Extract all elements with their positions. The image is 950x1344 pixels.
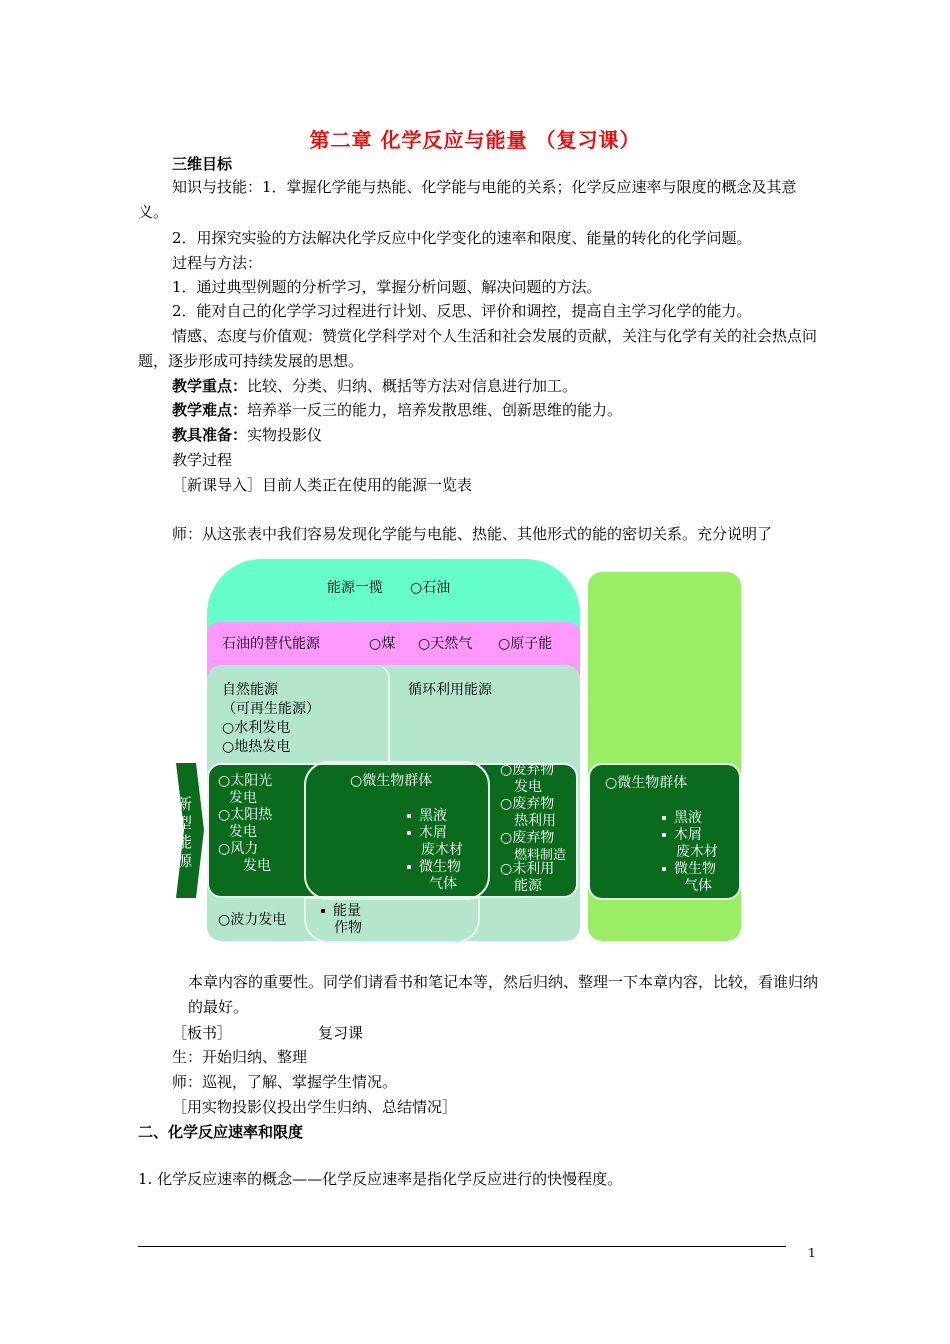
hydro-label: ○水利发电 <box>222 720 291 736</box>
student-line: 生：开始归纳、整理 <box>172 1048 308 1066</box>
oil-label: ○石油 <box>410 580 451 596</box>
wind-label: ○风力 发电 <box>218 841 271 874</box>
wave-label: ○波力发电 <box>218 912 287 928</box>
tools-label: 教具准备： <box>172 426 248 444</box>
tools-text: 实物投影仪 <box>247 426 323 444</box>
bullet-icon <box>662 816 666 820</box>
difficulty <box>172 398 622 423</box>
tools <box>172 423 322 448</box>
energy-diagram <box>166 555 756 950</box>
process-item-1: 1．通过典型例题的分析学习，掌握分析问题、解决问题的方法。 <box>172 278 602 296</box>
emotion-text: 情感、态度与价值观：赞赏化学科学对个人生活和社会发展的贡献，关注与化学有关的社会热点问题，逐步形成可持续发展的思想。 <box>138 327 818 370</box>
process-heading: 教学过程 <box>172 451 233 469</box>
waste-heat-label: ○废弃物 热利用 <box>500 796 556 829</box>
teacher-line-2: 师：巡视，了解、掌握学生情况。 <box>172 1073 398 1091</box>
recycle-label: 循环利用能源 <box>408 682 492 698</box>
key-point-text: 比较、分类、归纳、概括等方法对信息进行加工。 <box>247 377 578 395</box>
board-text: 复习课 <box>318 1024 364 1042</box>
right-microbe-label: ○微生物群体 <box>605 775 688 791</box>
sawdust-item: 木屑 废木材 <box>407 825 463 859</box>
waste-power-label: ○废弃物 发电 <box>500 762 555 795</box>
goals-heading: 三维目标 <box>172 155 233 173</box>
process-label: 过程与方法： <box>172 254 263 272</box>
solar-heat-label: ○太阳热 发电 <box>218 807 273 840</box>
waste-fuel-label: ○废弃物 燃料制造 <box>500 830 567 863</box>
unused-energy-label: ○未利用 能源 <box>500 861 555 894</box>
renewable-label: （可再生能源） <box>222 701 320 717</box>
bullet-icon <box>321 909 325 913</box>
bullet-icon <box>407 865 411 869</box>
rate-concept-item: 1. 化学反应速率的概念——化学反应速率是指化学反应进行的快慢程度。 <box>138 1170 623 1188</box>
page-number: 1 <box>808 1246 816 1260</box>
microbe-gas-item: 微生物 气体 <box>407 859 461 893</box>
natural-energy-label: 自然能源 <box>222 682 278 698</box>
right-black-item: 黑液 <box>662 810 702 827</box>
right-gas-item: 微生物 气体 <box>662 861 716 895</box>
key-point-label: 教学重点： <box>172 377 248 395</box>
black-liquor-item: 黑液 <box>407 808 447 825</box>
knowledge-text: 知识与技能：1．掌握化学能与热能、化学能与电能的关系；化学反应速率与限度的概念及其意义。 <box>138 178 797 221</box>
microbe-label: ○微生物群体 <box>350 773 433 789</box>
intro-line: ［新课导入］目前人类正在使用的能源一览表 <box>172 476 473 494</box>
gas-label: ○天然气 <box>418 636 473 652</box>
solar-pv-label: ○太阳光 发电 <box>218 773 273 806</box>
projector-line: ［用实物投影仪投出学生归纳、总结情况］ <box>172 1098 458 1116</box>
energy-crop-item: 能量 作物 <box>321 903 362 937</box>
bullet-icon <box>662 867 666 871</box>
coal-label: ○煤 <box>369 636 396 652</box>
key-point <box>172 374 577 399</box>
section-2-heading: 二、化学反应速率和限度 <box>138 1123 304 1141</box>
new-energy-label: 新 型 能 源 <box>177 795 193 870</box>
process-item-2: 2．能对自己的化学学习过程进行计划、反思、评价和调控，提高自主学习化学的能力。 <box>172 302 752 320</box>
difficulty-label: 教学难点： <box>172 401 248 419</box>
teacher-line-1: 师：从这张表中我们容易发现化学能与电能、热能、其他形式的能的密切关系。充分说明了 <box>172 525 773 543</box>
after-diagram-text: 本章内容的重要性。同学们请看书和笔记本等，然后归纳、整理一下本章内容，比较，看谁归纳的最好。 <box>188 973 819 1016</box>
overview-label: 能源一揽 <box>327 580 383 596</box>
footer-divider <box>138 1246 786 1247</box>
knowledge-item-2: 2．用探究实验的方法解决化学反应中化学变化的速率和限度、能量的转化的化学问题。 <box>172 229 752 247</box>
geo-label: ○地热发电 <box>222 739 291 755</box>
difficulty-text: 培养举一反三的能力，培养发散思维、创新思维的能力。 <box>247 401 623 419</box>
page-title: 第二章 化学反应与能量 （复习课） <box>309 128 641 152</box>
board-label: ［板书］ <box>172 1024 233 1042</box>
bullet-icon <box>407 814 411 818</box>
right-sawdust-item: 木屑 废木材 <box>662 827 718 861</box>
oil-alt-label: 石油的替代能源 <box>222 636 320 652</box>
nuclear-label: ○原子能 <box>498 636 553 652</box>
bullet-icon <box>407 831 411 835</box>
bullet-icon <box>662 833 666 837</box>
